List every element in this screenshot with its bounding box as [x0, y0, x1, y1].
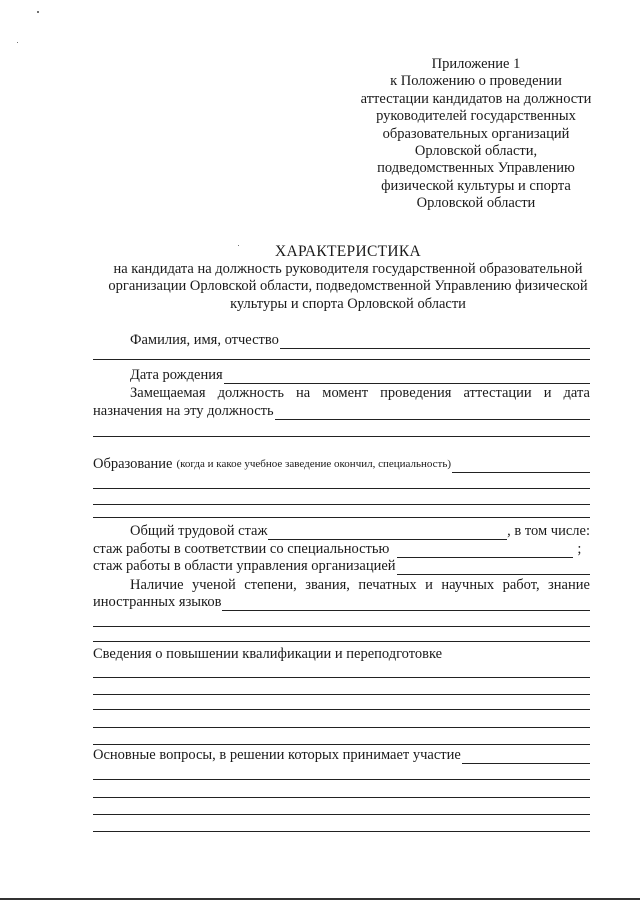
- education-row: [93, 455, 590, 473]
- position-word: проведения: [380, 385, 452, 401]
- specialty-row: [93, 540, 590, 558]
- degree-blank[interactable]: [222, 597, 590, 611]
- appendix-line: Орловской области: [416, 195, 536, 212]
- degree-word: Наличие: [130, 577, 184, 593]
- birth-blank[interactable]: [224, 370, 590, 384]
- appendix-line: подведомственных Управлению: [377, 160, 575, 177]
- document-title: ХАРАКТЕРИСТИКА: [274, 243, 422, 260]
- position-label-2: назначения на эту должность: [93, 403, 274, 419]
- issues-blank-line[interactable]: [93, 797, 590, 798]
- issues-label: Основные вопросы, в решении которых принимает участие: [93, 747, 461, 763]
- degree-word: и: [425, 577, 433, 593]
- scan-speck: [37, 11, 39, 13]
- management-blank[interactable]: [397, 561, 590, 575]
- appendix-line: физической культуры и спорта: [381, 177, 571, 194]
- position-word: дата: [563, 385, 590, 401]
- fio-blank[interactable]: [280, 335, 590, 349]
- management-label: стаж работы в области управления организацией: [93, 558, 396, 574]
- document-subtitle: [88, 261, 608, 313]
- position-word: аттестации: [463, 385, 532, 401]
- issues-blank-line[interactable]: [93, 814, 590, 815]
- position-word: должность: [217, 385, 285, 401]
- management-row: [93, 557, 590, 575]
- position-word: и: [543, 385, 552, 401]
- scan-edge: [0, 898, 640, 900]
- degree-word: звания,: [305, 577, 350, 593]
- appendix-line: Приложение 1: [431, 56, 521, 72]
- qualification-blank-line[interactable]: [93, 694, 590, 695]
- position-blank[interactable]: [275, 406, 590, 420]
- qualification-row: [93, 645, 590, 663]
- subtitle-line: культуры и спорта Орловской области: [230, 295, 466, 312]
- degree-label-2: иностранных языков: [93, 594, 222, 610]
- scan-speck: [17, 42, 18, 43]
- education-blank[interactable]: [452, 459, 590, 473]
- degree-word: степени,: [244, 577, 297, 593]
- degree-word: знание: [548, 577, 590, 593]
- degree-word: научных: [441, 577, 495, 593]
- degree-word: ученой: [192, 577, 236, 593]
- fio-blank-line[interactable]: [93, 359, 590, 360]
- birth-row: [93, 366, 590, 384]
- qualification-blank-line[interactable]: [93, 677, 590, 678]
- degree-blank-line[interactable]: [93, 641, 590, 642]
- fio-label: Фамилия, имя, отчество: [130, 332, 279, 348]
- appendix-line: руководителей государственных: [376, 108, 576, 125]
- qualification-blank-line[interactable]: [93, 744, 590, 745]
- appendix-note: [350, 56, 602, 213]
- appendix-line: образовательных организаций: [382, 125, 570, 142]
- qualification-blank-line[interactable]: [93, 709, 590, 710]
- degree-blank-line[interactable]: [93, 626, 590, 627]
- position-row: [93, 384, 590, 402]
- subtitle-line: на кандидата на должность руководителя государственной образовательной: [113, 261, 583, 277]
- position-row-2: [93, 402, 590, 420]
- qualification-blank-line[interactable]: [93, 727, 590, 728]
- position-blank-line[interactable]: [93, 436, 590, 437]
- birth-label: Дата рождения: [130, 367, 223, 383]
- degree-row-2: [93, 593, 590, 611]
- education-hint: (когда и какое учебное заведение окончил, специальность): [176, 458, 452, 470]
- appendix-line: к Положению о проведении: [390, 73, 562, 90]
- issues-blank-line[interactable]: [93, 831, 590, 832]
- education-blank-line[interactable]: [93, 504, 590, 505]
- issues-blank[interactable]: [462, 750, 590, 764]
- experience-row: [93, 522, 590, 540]
- education-blank-line[interactable]: [93, 517, 590, 518]
- position-word: Замещаемая: [130, 385, 206, 401]
- subtitle-line: организации Орловской области, подведомственной Управлению физической: [108, 278, 588, 295]
- position-word: момент: [322, 385, 369, 401]
- experience-blank[interactable]: [268, 526, 507, 540]
- specialty-label: стаж работы в соответствии со специальностью: [93, 541, 390, 557]
- specialty-suffix: ;: [577, 541, 582, 557]
- degree-word: печатных: [358, 577, 417, 593]
- experience-suffix: , в том числе:: [507, 523, 590, 539]
- fio-row: [93, 331, 590, 349]
- appendix-line: аттестации кандидатов на должности: [360, 90, 592, 107]
- issues-row: [93, 746, 590, 764]
- education-label: Образование: [93, 456, 173, 472]
- degree-word: работ,: [502, 577, 540, 593]
- position-word: на: [296, 385, 311, 401]
- issues-blank-line[interactable]: [93, 779, 590, 780]
- degree-row: [93, 576, 590, 594]
- specialty-blank[interactable]: [397, 544, 573, 558]
- qualification-label: Сведения о повышении квалификации и переподготовке: [93, 646, 443, 662]
- experience-label: Общий трудовой стаж: [130, 523, 268, 539]
- appendix-line: Орловской области,: [414, 143, 538, 160]
- education-blank-line[interactable]: [93, 488, 590, 489]
